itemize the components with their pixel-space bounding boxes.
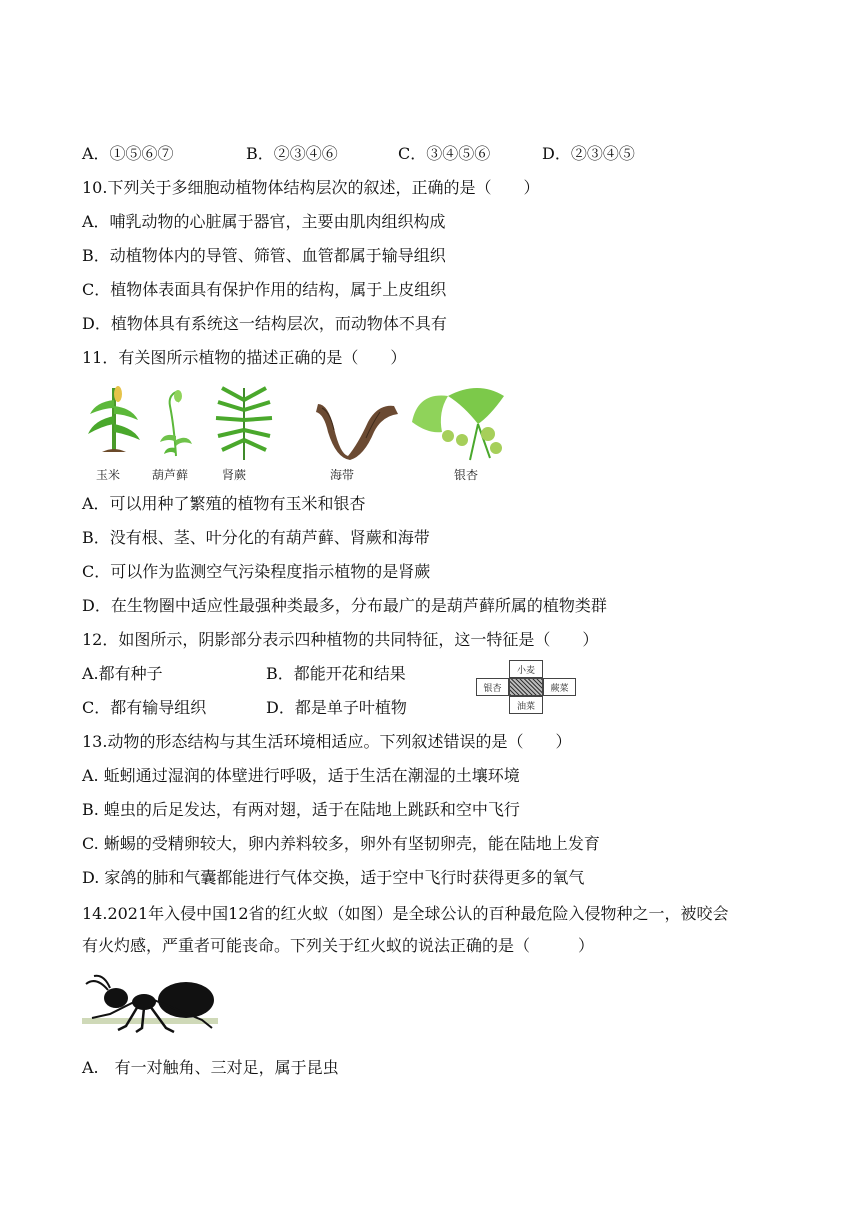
fire-ant-icon	[82, 970, 222, 1038]
q11-option-c: C．可以作为监测空气污染程度指示植物的是肾蕨	[82, 562, 431, 581]
q14-option-a: A. 有一对触角、三对足，属于昆虫	[82, 1058, 339, 1077]
kelp-icon	[314, 398, 400, 460]
q12-option-d: D．都是单子叶植物	[266, 698, 407, 717]
q11-option-a: A．可以用种了繁殖的植物有玉米和银杏	[82, 494, 366, 513]
q12-options-row1	[82, 663, 406, 685]
ginkgo-icon	[408, 382, 518, 462]
q13-option-d: D. 家鸽的肺和气囊都能进行气体交换，适于空中飞行时获得更多的氧气	[82, 868, 585, 887]
shaded-center	[509, 678, 543, 696]
q13-option-a: A. 蚯蚓通过湿润的体壁进行呼吸，适于生活在潮湿的土壤环境	[82, 766, 520, 785]
q12-option-b: B．都能开花和结果	[266, 664, 406, 683]
q14-stem-line2: 有火灼感，严重者可能丧命。下列关于红火蚁的说法正确的是（ ）	[82, 936, 595, 955]
q11-option-b: B．没有根、茎、叶分化的有葫芦藓、肾蕨和海带	[82, 528, 430, 547]
q13-option-c: C. 蜥蜴的受精卵较大，卵内养料较多，卵外有坚韧卵壳，能在陆地上发育	[82, 834, 600, 853]
plant-label-corn: 玉米	[96, 468, 121, 482]
q14-stem-line1: 14.2021年入侵中国12省的红火蚁（如图）是全球公认的百种最危险入侵物种之一，被咬会	[82, 904, 729, 923]
fern-plant-icon	[212, 380, 276, 462]
q10-option-d: D．植物体具有系统这一结构层次，而动物体不具有	[82, 314, 447, 333]
q10-stem: 10.下列关于多细胞动植物体结构层次的叙述，正确的是（ ）	[82, 178, 540, 197]
q13-option-b: B. 蝗虫的后足发达，有两对翅，适于在陆地上跳跃和空中飞行	[82, 800, 520, 819]
venn-cross-diagram	[476, 660, 576, 714]
plant-label-ginkgo: 银杏	[454, 468, 479, 482]
q9-option-b: B．②③④⑥	[246, 144, 338, 163]
cell-right: 蕨菜	[543, 678, 576, 696]
q11-stem: 11．有关图所示植物的描述正确的是（ ）	[82, 348, 407, 367]
q12-option-c: C．都有输导组织	[82, 698, 207, 717]
q9-option-a: A．①⑤⑥⑦	[82, 144, 174, 163]
q12-option-a: A.都有种子	[82, 664, 163, 683]
q9-option-c: C．③④⑤⑥	[398, 144, 491, 163]
cell-top: 小麦	[509, 660, 543, 678]
moss-plant-icon	[156, 386, 196, 458]
q9-option-d: D．②③④⑤	[542, 144, 635, 163]
q11-option-d: D．在生物圈中适应性最强种类最多，分布最广的是葫芦藓所属的植物类群	[82, 596, 607, 615]
plant-label-moss: 葫芦藓	[152, 468, 189, 482]
plant-label-kelp: 海带	[330, 468, 355, 482]
cell-bottom: 油菜	[509, 696, 543, 714]
plant-label-fern: 肾蕨	[222, 468, 247, 482]
q10-option-a: A．哺乳动物的心脏属于器官，主要由肌肉组织构成	[82, 212, 446, 231]
cell-left: 银杏	[476, 678, 509, 696]
q12-stem: 12．如图所示，阴影部分表示四种植物的共同特征，这一特征是（ ）	[82, 630, 599, 649]
q12-options-row2	[82, 697, 407, 719]
q10-option-b: B．动植物体内的导管、筛管、血管都属于输导组织	[82, 246, 446, 265]
q13-stem: 13.动物的形态结构与其生活环境相适应。下列叙述错误的是（ ）	[82, 732, 572, 751]
plant-figure	[82, 380, 522, 484]
q10-option-c: C．植物体表面具有保护作用的结构，属于上皮组织	[82, 280, 447, 299]
corn-plant-icon	[88, 380, 140, 458]
